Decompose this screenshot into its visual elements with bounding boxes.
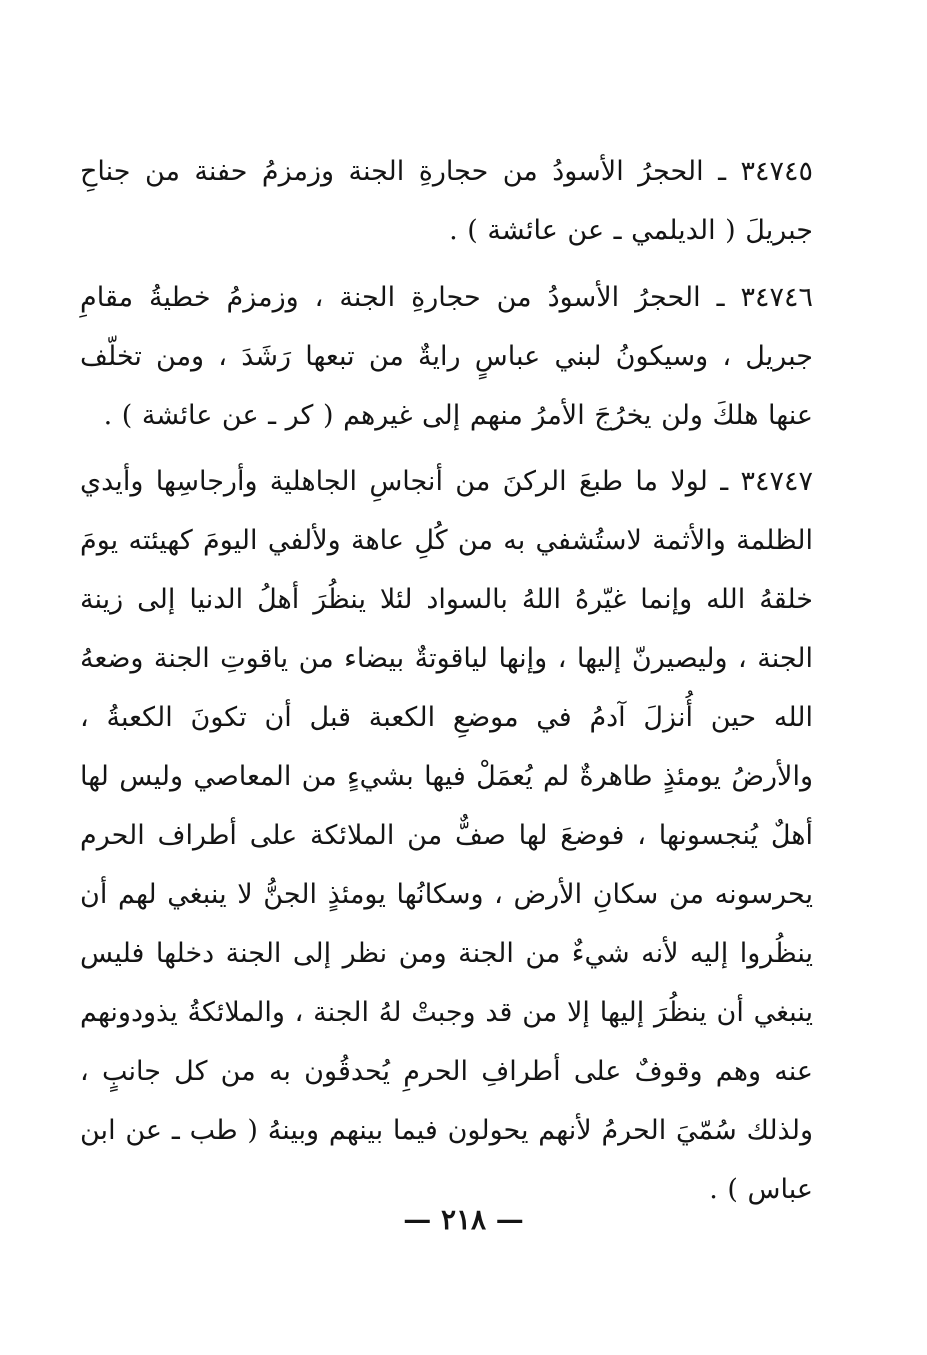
paragraph-text: ٣٤٧٤٦ ـ الحجرُ الأسودُ من حجارةِ الجنة ، وزمزمُ خطيةُ مقامِ جبريل ، وسيكونُ لبني عباسٍ رايةٌ من تبعها رَشَدَ ، ومن تخلّف عنها هلكَ ولن يخرُجَ الأمرُ منهم إلى غيرهم ( كر ـ عن عائشة ) . bbox=[80, 282, 813, 431]
hadith-paragraph-34745 bbox=[80, 142, 813, 260]
paragraph-text: ٣٤٧٤٧ ـ لولا ما طبعَ الركنَ من أنجاسِ الجاهلية وأرجاسِها وأيدي الظلمة والأثمة لاستُشفي به من كُلِ عاهة ولألفي اليومَ كهيئته يومَ خلقهُ الله وإنما غيّرهُ اللهُ بالسواد لئلا ينظُرَ أهلُ الدنيا إلى زينة الجنة ، وليصيرنّ إليها ، وإنها لياقوتةٌ بيضاء من ياقوتِ الجنة وضعهُ الله حين أُنزلَ آدمُ في موضعِ الكعبة قبل أن تكونَ الكعبةُ ، والأرضُ يومئذٍ طاهرةٌ لم يُعمَلْ فيها بشيءٍ من المعاصي وليس لها أهلٌ يُنجسونها ، فوضعَ لها صفٌّ من الملائكة على أطراف الحرم يحرسونه من سكانِ الأرض ، وسكانُها يومئذٍ الجنُّ لا ينبغي لهم أن ينظُروا إليه لأنه شيءٌ من الجنة ومن نظر إلى الجنة دخلها فليس ينبغي أن ينظُرَ إليها إلا من قد وجبتْ لهُ الجنة ، والملائكةُ يذودونهم عنه وهم وقوفٌ على أطرافِ الحرمِ يُحدقُون به من كل جانبٍ ، ولذلك سُمّيَ الحرمُ لأنهم يحولون فيما بينهم وبينهُ ( طب ـ عن ابن عباس ) . bbox=[80, 466, 813, 1205]
paragraph-text: ٣٤٧٤٥ ـ الحجرُ الأسودُ من حجارةِ الجنة وزمزمُ حفنة من جناحِ جبريلَ ( الديلمي ـ عن عائشة ) . bbox=[80, 156, 813, 246]
hadith-paragraph-34746 bbox=[80, 268, 813, 445]
hadith-paragraph-34747 bbox=[80, 452, 813, 1219]
page-number: — ٢١٨ — bbox=[403, 1203, 524, 1236]
